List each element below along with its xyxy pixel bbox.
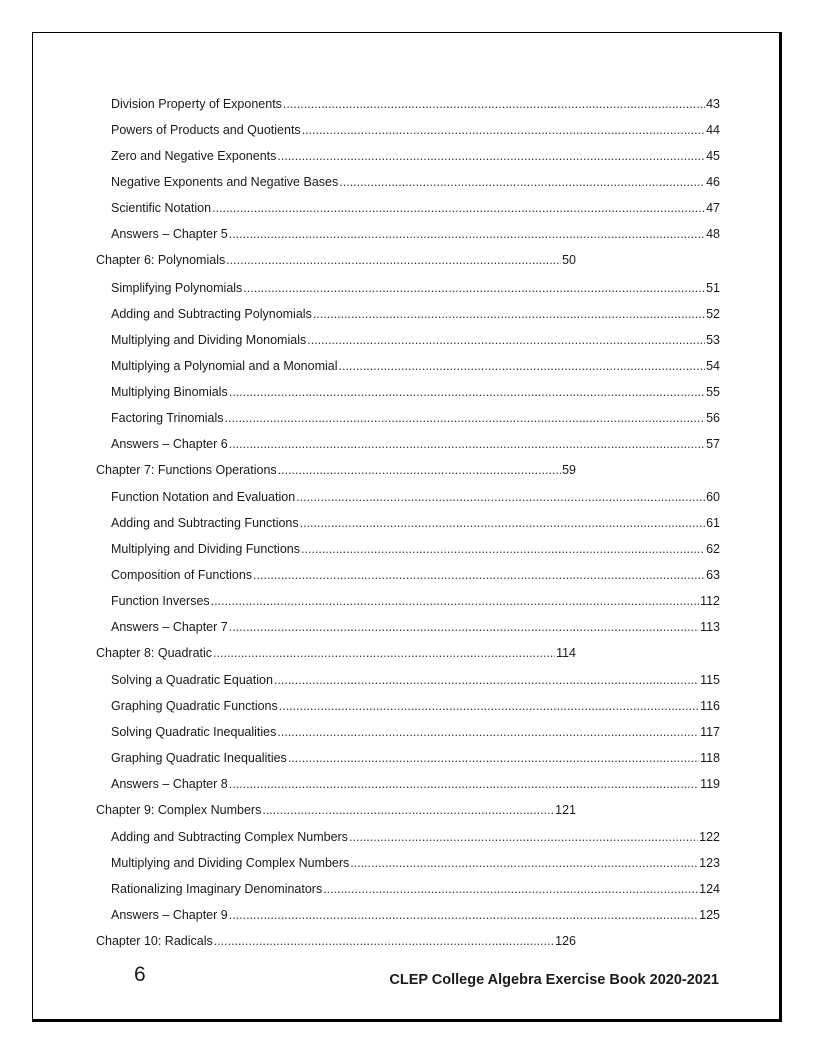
toc-entry-title: Answers – Chapter 9	[111, 908, 228, 922]
toc-chapter-page: 126	[555, 934, 576, 948]
toc-entry-page: 43	[706, 97, 720, 111]
toc-entry-page: 62	[706, 542, 720, 556]
toc-chapter-page: 50	[562, 253, 576, 267]
toc-entry[interactable]	[111, 775, 720, 793]
toc-entry-title: Composition of Functions	[111, 568, 253, 582]
dot-leader	[339, 357, 706, 375]
toc-entry[interactable]	[111, 199, 720, 217]
dot-leader	[229, 775, 699, 793]
toc-entry-title: Negative Exponents and Negative Bases	[111, 175, 339, 189]
dot-leader	[229, 906, 698, 924]
toc-entry-page: 116	[700, 699, 720, 713]
toc-entry[interactable]	[111, 828, 720, 846]
toc-entry-page: 57	[706, 437, 720, 451]
dot-leader	[283, 95, 705, 113]
toc-entry-title: Graphing Quadratic Functions	[111, 699, 278, 713]
toc-chapter-entry[interactable]	[96, 801, 576, 819]
toc-entry-title: Multiplying and Dividing Functions	[111, 542, 300, 556]
toc-entry-page: 51	[706, 281, 720, 295]
toc-entry-title: Answers – Chapter 8	[111, 777, 228, 791]
footer-book-title: CLEP College Algebra Exercise Book 2020-2021	[389, 972, 719, 988]
toc-entry-page: 115	[700, 673, 720, 687]
toc-entry-page: 55	[706, 385, 720, 399]
toc-entry-page: 123	[699, 856, 720, 870]
toc-chapter-title: Chapter 9: Complex Numbers	[96, 803, 262, 817]
toc-entry-title: Multiplying and Dividing Complex Numbers	[111, 856, 350, 870]
dot-leader	[288, 749, 699, 767]
toc-entry-title: Function Inverses	[111, 594, 210, 608]
dot-leader	[229, 435, 705, 453]
toc-entry[interactable]	[111, 618, 720, 636]
toc-chapter-title: Chapter 10: Radicals	[96, 934, 213, 948]
toc-entry-page: 52	[706, 307, 720, 321]
dot-leader	[212, 199, 705, 217]
dot-leader	[279, 697, 699, 715]
toc-entry[interactable]	[111, 592, 720, 610]
toc-entry-title: Zero and Negative Exponents	[111, 149, 277, 163]
toc-entry-title: Graphing Quadratic Inequalities	[111, 751, 287, 765]
toc-chapter-entry[interactable]	[96, 644, 576, 662]
footer-page-number: 6	[134, 963, 146, 986]
toc-chapter-title: Chapter 8: Quadratic	[96, 646, 213, 660]
toc-entry[interactable]	[111, 854, 720, 872]
toc-entry-title: Answers – Chapter 6	[111, 437, 228, 451]
toc-entry-page: 45	[706, 149, 720, 163]
dot-leader	[277, 723, 699, 741]
toc-entry-title: Solving a Quadratic Equation	[111, 673, 273, 687]
dot-leader	[349, 828, 698, 846]
toc-entry[interactable]	[111, 95, 720, 113]
toc-entry[interactable]	[111, 435, 720, 453]
toc-entry[interactable]	[111, 173, 720, 191]
toc-entry[interactable]	[111, 723, 720, 741]
toc-entry[interactable]	[111, 488, 720, 506]
toc-entry-title: Simplifying Polynomials	[111, 281, 243, 295]
toc-entry[interactable]	[111, 671, 720, 689]
toc-entry-title: Solving Quadratic Inequalities	[111, 725, 277, 739]
toc-entry-page: 47	[706, 201, 720, 215]
toc-entry-page: 60	[706, 490, 720, 504]
toc-entry[interactable]	[111, 279, 720, 297]
toc-entry[interactable]	[111, 906, 720, 924]
dot-leader	[262, 801, 554, 819]
toc-entry[interactable]	[111, 331, 720, 349]
toc-entry-page: 56	[706, 411, 720, 425]
toc-entry-page: 113	[700, 620, 720, 634]
toc-entry-page: 46	[706, 175, 720, 189]
toc-chapter-entry[interactable]	[96, 932, 576, 950]
dot-leader	[225, 409, 706, 427]
dot-leader	[213, 644, 555, 662]
dot-leader	[226, 251, 561, 269]
toc-entry-title: Answers – Chapter 5	[111, 227, 228, 241]
dot-leader	[301, 540, 705, 558]
dot-leader	[323, 880, 698, 898]
dot-leader	[350, 854, 698, 872]
toc-entry-page: 44	[706, 123, 720, 137]
dot-leader	[307, 331, 705, 349]
dot-leader	[243, 279, 705, 297]
dot-leader	[214, 932, 554, 950]
toc-entry-title: Division Property of Exponents	[111, 97, 282, 111]
dot-leader	[229, 225, 705, 243]
toc-entry[interactable]	[111, 305, 720, 323]
dot-leader	[277, 147, 705, 165]
dot-leader	[253, 566, 705, 584]
toc-entry-page: 54	[706, 359, 720, 373]
toc-entry-title: Function Notation and Evaluation	[111, 490, 296, 504]
dot-leader	[313, 305, 705, 323]
dot-leader	[274, 671, 699, 689]
toc-entry[interactable]	[111, 225, 720, 243]
toc-entry-page: 112	[700, 594, 720, 608]
toc-entry[interactable]	[111, 566, 720, 584]
toc-entry[interactable]	[111, 540, 720, 558]
toc-entry[interactable]	[111, 409, 720, 427]
toc-chapter-title: Chapter 7: Functions Operations	[96, 463, 277, 477]
toc-entry[interactable]	[111, 697, 720, 715]
toc-entry[interactable]	[111, 514, 720, 532]
toc-entry-title: Multiplying and Dividing Monomials	[111, 333, 307, 347]
toc-chapter-title: Chapter 6: Polynomials	[96, 253, 226, 267]
toc-entry-title: Scientific Notation	[111, 201, 212, 215]
toc-entry-page: 118	[700, 751, 720, 765]
dot-leader	[229, 618, 699, 636]
toc-entry-page: 48	[706, 227, 720, 241]
toc-entry-title: Factoring Trinomials	[111, 411, 224, 425]
toc-entry-page: 53	[706, 333, 720, 347]
toc-chapter-page: 121	[555, 803, 576, 817]
toc-chapter-page: 114	[556, 646, 576, 660]
toc-entry[interactable]	[111, 147, 720, 165]
toc-entry-title: Adding and Subtracting Complex Numbers	[111, 830, 348, 844]
toc-entry[interactable]	[111, 880, 720, 898]
toc-entry-page: 125	[699, 908, 720, 922]
dot-leader	[339, 173, 705, 191]
dot-leader	[302, 121, 705, 139]
toc-entry-page: 63	[706, 568, 720, 582]
toc-entry[interactable]	[111, 357, 720, 375]
toc-entry-page: 122	[699, 830, 720, 844]
toc-entry-title: Multiplying a Polynomial and a Monomial	[111, 359, 338, 373]
toc-entry-page: 124	[699, 882, 720, 896]
toc-entry[interactable]	[111, 749, 720, 767]
dot-leader	[300, 514, 705, 532]
dot-leader	[278, 461, 561, 479]
dot-leader	[296, 488, 705, 506]
toc-entry-page: 117	[700, 725, 720, 739]
toc-entry-title: Answers – Chapter 7	[111, 620, 228, 634]
toc-entry-title: Adding and Subtracting Functions	[111, 516, 299, 530]
toc-entry[interactable]	[111, 121, 720, 139]
toc-entry-title: Powers of Products and Quotients	[111, 123, 301, 137]
toc-entry-title: Adding and Subtracting Polynomials	[111, 307, 312, 321]
toc-chapter-entry[interactable]	[96, 461, 576, 479]
toc-entry-page: 61	[706, 516, 720, 530]
toc-entry[interactable]	[111, 383, 720, 401]
toc-chapter-page: 59	[562, 463, 576, 477]
toc-chapter-entry[interactable]	[96, 251, 576, 269]
toc-entry-page: 119	[700, 777, 720, 791]
dot-leader	[211, 592, 699, 610]
toc-entry-title: Multiplying Binomials	[111, 385, 228, 399]
toc-entry-title: Rationalizing Imaginary Denominators	[111, 882, 323, 896]
dot-leader	[229, 383, 705, 401]
